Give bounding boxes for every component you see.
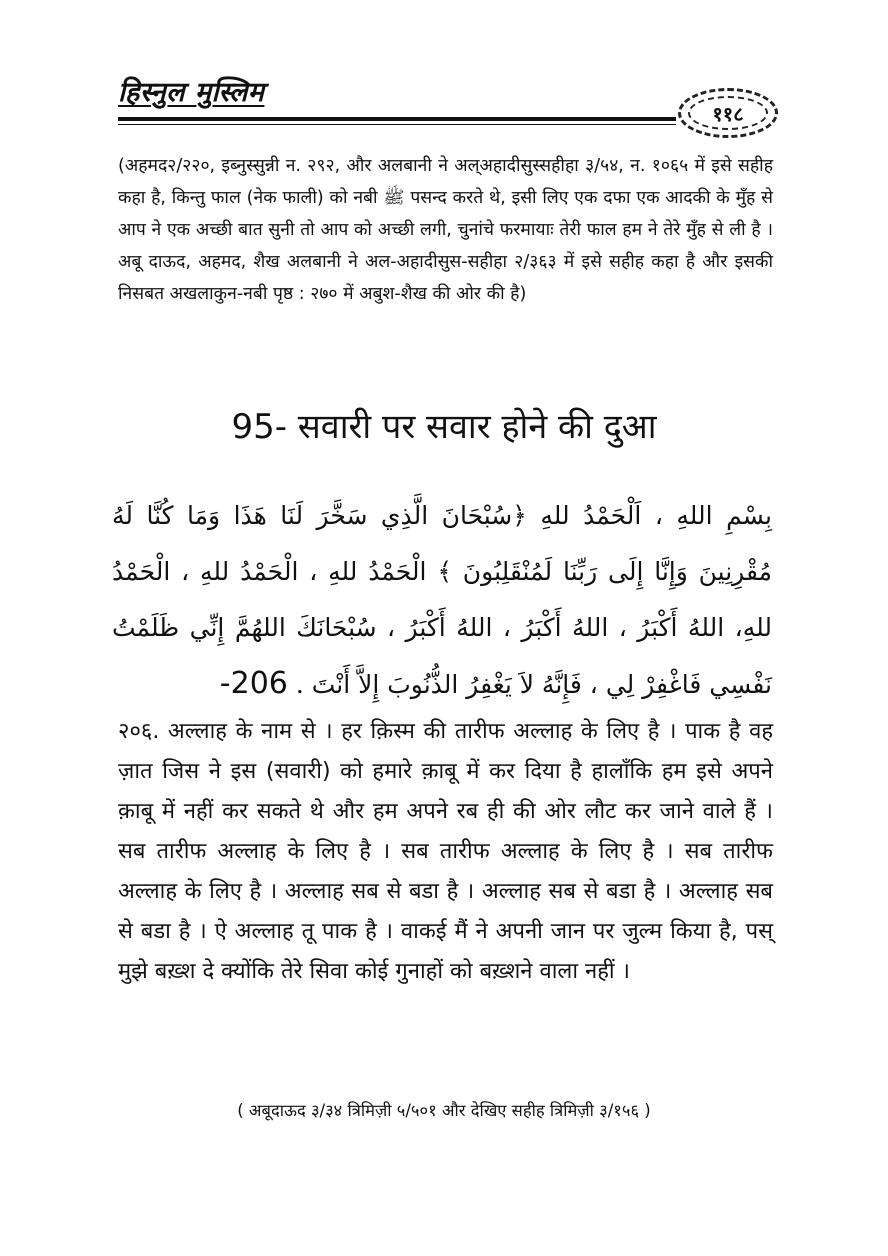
header-rule-thick bbox=[118, 117, 676, 121]
book-title: हिस्नुल मुस्लिम bbox=[118, 77, 265, 108]
page-number-badge bbox=[678, 88, 778, 138]
dua-arabic: بِسْمِ اللهِ ، اَلْحَمْدُ للهِ ﴿سُبْحَانَ الَّذِي سَخَّرَ لَنَا هَذَا وَمَا كُنَّا لَهُ مُقْرِنِينَ وَإِنَّا إِلَى رَبِّنَا لَمُنْقَلِبُونَ ﴾ الْحَمْدُ للهِ ، الْحَمْدُ للهِ ، الْحَمْدُ للهِ، اللهُ أَكْبَرُ ، اللهُ أَكْبَرُ ، اللهُ أَكْبَرُ ، سُبْحَانَكَ اللهُمَّ إِنِّي ظَلَمْتُ نَفْسِي فَاغْفِرْ لِي ، فَإِنَّهُ لاَ يَغْفِرُ الذُّنُوبَ إِلاَّ أَنْتَ . bbox=[112, 501, 772, 699]
dua-arabic-text bbox=[112, 488, 772, 713]
source-citation: ( अबूदाऊद ३/३४ त्रिमिज़ी ५/५०१ और देखिए सहीह त्रिमिज़ी ३/१५६ ) bbox=[237, 1101, 651, 1120]
dua-number: 206- bbox=[219, 666, 288, 701]
dua-translation: २०६. अल्लाह के नाम से । हर क़िस्म की तारीफ अल्लाह के लिए है । पाक है वह ज़ात जिस ने इस (सवारी) को हमारे क़ाबू में कर दिया है हालाँकि हम इसे अपने क़ाबू में नहीं कर सकते थे और हम अपने रब ही की ओर लौट कर जाने वाले हैं । सब तारीफ अल्लाह के लिए है । सब तारीफ अल्लाह के लिए है । सब तारीफ अल्लाह के लिए है । अल्लाह सब से बडा है । अल्लाह सब से बडा है । अल्लाह सब से बडा है । ऐ अल्लाह तू पाक है । वाकई मैं ने अपनी जान पर जुल्म किया है, पस् मुझे बख़्श दे क्योंकि तेरे सिवा कोई गुनाहों को बख़्शने वाला नहीं । bbox=[118, 719, 773, 984]
section-title: 95- सवारी पर सवार होने की दुआ bbox=[231, 407, 657, 447]
page-number: ११८ bbox=[688, 96, 768, 130]
reference-paragraph: (अहमद२/२२०, इब्नुस्सुन्नी न. २९२, और अलबानी ने अल्अहादीसुस्सहीहा ३/५४, न. १०६५ में इसे सहीह कहा है, किन्तु फाल (नेक फाली) को नबी ﷺ पसन्द करते थे, इसी लिए एक दफा एक आदकी के मुँह से आप ने एक अच्छी बात सुनी तो आप को अच्छी लगी, चुनांचे फरमायाः तेरी फाल हम ने तेरे मुँह से ली है । अबू दाऊद, अहमद, शैख अलबानी ने अल-अहादीसुस-सहीहा २/३६३ में इसे सहीह कहा है और इसकी निसबत अखलाकुन-नबी पृष्ठ : २७० में अबुश-शैख की ओर की है) bbox=[118, 156, 773, 304]
page-header bbox=[118, 70, 778, 140]
header-rule-thin bbox=[118, 124, 676, 125]
